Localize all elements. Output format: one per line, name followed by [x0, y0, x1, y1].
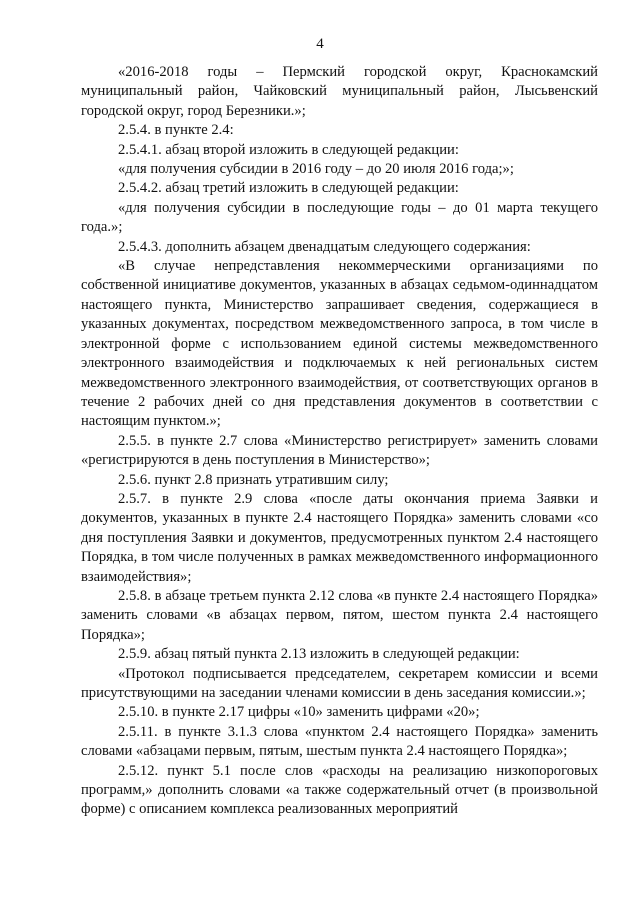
paragraph: «2016-2018 годы – Пермский городской округ, Краснокамский муниципальный район, Чайковский муниципальный район, Лысьвенский городской округ, город Березники.»; — [81, 64, 598, 119]
paragraph: 2.5.6. пункт 2.8 признать утратившим силу; — [118, 471, 389, 488]
paragraph: 2.5.10. в пункте 2.17 цифры «10» заменить цифрами «20»; — [118, 704, 480, 721]
paragraph: 2.5.7. в пункте 2.9 слова «после даты окончания приема Заявки и документов, указанных в пункте 2.4 настоящего Порядка» заменить словами «со дня поступления Заявки и документов, предусмотренных пунктом 2.4 настоящего Порядка, в том числе полученных в рамках межведомственного информационного взаимодействия»; — [81, 490, 598, 585]
paragraph: 2.5.4. в пункте 2.4: — [118, 122, 234, 139]
paragraph: 2.5.8. в абзаце третьем пункта 2.12 слова «в пункте 2.4 настоящего Порядка» заменить словами «в абзацах первом, пятом, шестом пункта 2.4 настоящего Порядка»; — [81, 587, 598, 643]
paragraph: 2.5.9. абзац пятый пункта 2.13 изложить в следующей редакции: — [118, 646, 520, 663]
page-number: 4 — [316, 36, 324, 52]
paragraph: «Протокол подписывается председателем, секретарем комиссии и всеми присутствующими на заседании членами комиссии в день заседания комиссии.»; — [81, 665, 598, 701]
paragraph: «для получения субсидии в последующие годы – до 01 марта текущего года.»; — [81, 199, 598, 236]
paragraph: 2.5.12. пункт 5.1 после слов «расходы на реализацию низкопороговых программ,» дополнить словами «а также содержательный отчет (в произвольной форме) с описанием комплекса реализованных мероприятий — [81, 762, 598, 818]
document-body — [81, 63, 598, 820]
paragraph: 2.5.4.1. абзац второй изложить в следующей редакции: — [118, 141, 459, 158]
paragraph: «В случае непредставления некоммерческими организациями по собственной инициативе документов, указанных в абзацах седьмом-одиннадцатом настоящего пункта, Министерство запрашивает сведения, содержащиеся в указанных документах, посредством межведомственного запроса, в том числе в электронной форме с использованием единой системы межведомственного электронного взаимодействия и подключаемых к ней региональных систем межведомственного электронного взаимодействия, от соответствующих органов в течение 2 рабочих дней со дня представления документов в соответствии с настоящим пунктом.»; — [81, 258, 598, 430]
paragraph: «для получения субсидии в 2016 году – до 20 июля 2016 года;»; — [118, 161, 514, 178]
paragraph: 2.5.4.2. абзац третий изложить в следующей редакции: — [118, 180, 459, 197]
paragraph: 2.5.11. в пункте 3.1.3 слова «пунктом 2.4 настоящего Порядка» заменить словами «абзацами первым, пятым, шестым пункта 2.4 настоящего Порядка»; — [81, 723, 598, 760]
paragraph: 2.5.4.3. дополнить абзацем двенадцатым следующего содержания: — [118, 238, 531, 255]
paragraph: 2.5.5. в пункте 2.7 слова «Министерство регистрирует» заменить словами «регистрируются в день поступления в Министерство»; — [81, 432, 598, 469]
